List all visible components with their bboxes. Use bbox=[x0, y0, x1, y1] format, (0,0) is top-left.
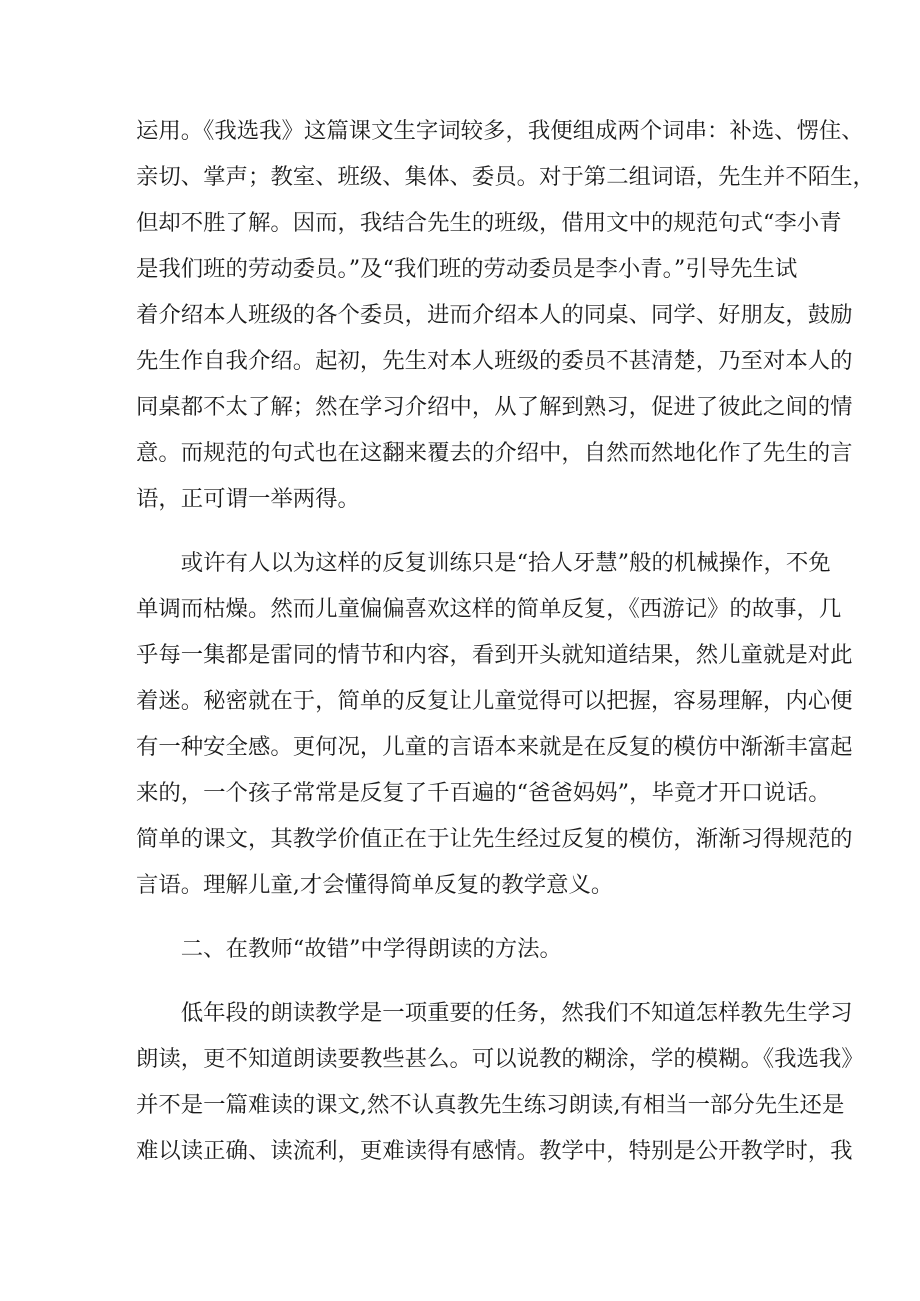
section-heading bbox=[136, 926, 786, 972]
heading-line: 二、在教师“故错”中学得朗读的方法。 bbox=[180, 936, 562, 962]
text-line: 朗读，更不知道朗读要教些甚么。可以说教的糊涂，学的模糊。《我选我》 bbox=[136, 1046, 864, 1072]
paragraph-2 bbox=[136, 540, 853, 908]
text-line: 难以读正确、读流利，更难读得有感情。教学中，特别是公开教学时，我 bbox=[136, 1138, 853, 1164]
text-line: 着迷。秘密就在于，简单的反复让儿童觉得可以把握，容易理解，内心便 bbox=[136, 688, 853, 714]
text-line: 有一种安全感。更何况，儿童的言语本来就是在反复的模仿中渐渐丰富起 bbox=[136, 734, 853, 760]
text-line: 单调而枯燥。然而儿童偏偏喜欢这样的简单反复，《西游记》的故事，几 bbox=[136, 596, 842, 622]
text-line: 运用。《我选我》这篇课文生字词较多，我便组成两个词串：补选、愣住、 bbox=[136, 118, 864, 144]
text-line: 意。而规范的句式也在这翻来覆去的介绍中，自然而然地化作了先生的言 bbox=[136, 440, 853, 466]
text-line: 并不是一篇难读的课文,然不认真教先生练习朗读,有相当一部分先生还是 bbox=[136, 1092, 845, 1118]
paragraph-1 bbox=[136, 108, 875, 522]
text-line: 着介绍本人班级的各个委员，进而介绍本人的同桌、同学、好朋友，鼓励 bbox=[136, 302, 853, 328]
text-line: 或许有人以为这样的反复训练只是“拾人牙慧”般的机械操作，不免 bbox=[180, 550, 831, 576]
text-line: 来的，一个孩子常常是反复了千百遍的“爸爸妈妈”，毕竟才开口说话。 bbox=[136, 780, 831, 806]
text-line: 先生作自我介绍。起初，先生对本人班级的委员不甚清楚，乃至对本人的 bbox=[136, 348, 853, 374]
text-line: 同桌都不太了解；然在学习介绍中，从了解到熟习，促进了彼此之间的情 bbox=[136, 394, 853, 420]
text-line: 亲切、掌声；教室、班级、集体、委员。对于第二组词语，先生并不陌生， bbox=[136, 164, 875, 190]
text-line: 言语。理解儿童,才会懂得简单反复的教学意义。 bbox=[136, 872, 614, 898]
text-line: 低年段的朗读教学是一项重要的任务，然我们不知道怎样教先生学习 bbox=[180, 1000, 853, 1026]
paragraph-3 bbox=[136, 990, 864, 1174]
text-line: 简单的课文，其教学价值正在于让先生经过反复的模仿，渐渐习得规范的 bbox=[136, 826, 853, 852]
text-line: 但却不胜了解。因而，我结合先生的班级，借用文中的规范句式“李小青 bbox=[136, 210, 842, 236]
text-line: 是我们班的劳动委员。”及“我们班的劳动委员是李小青。”引导先生试 bbox=[136, 256, 798, 282]
text-line: 乎每一集都是雷同的情节和内容，看到开头就知道结果，然儿童就是对此 bbox=[136, 642, 853, 668]
document-body bbox=[136, 108, 875, 1192]
text-line: 语，正可谓一举两得。 bbox=[136, 486, 360, 512]
